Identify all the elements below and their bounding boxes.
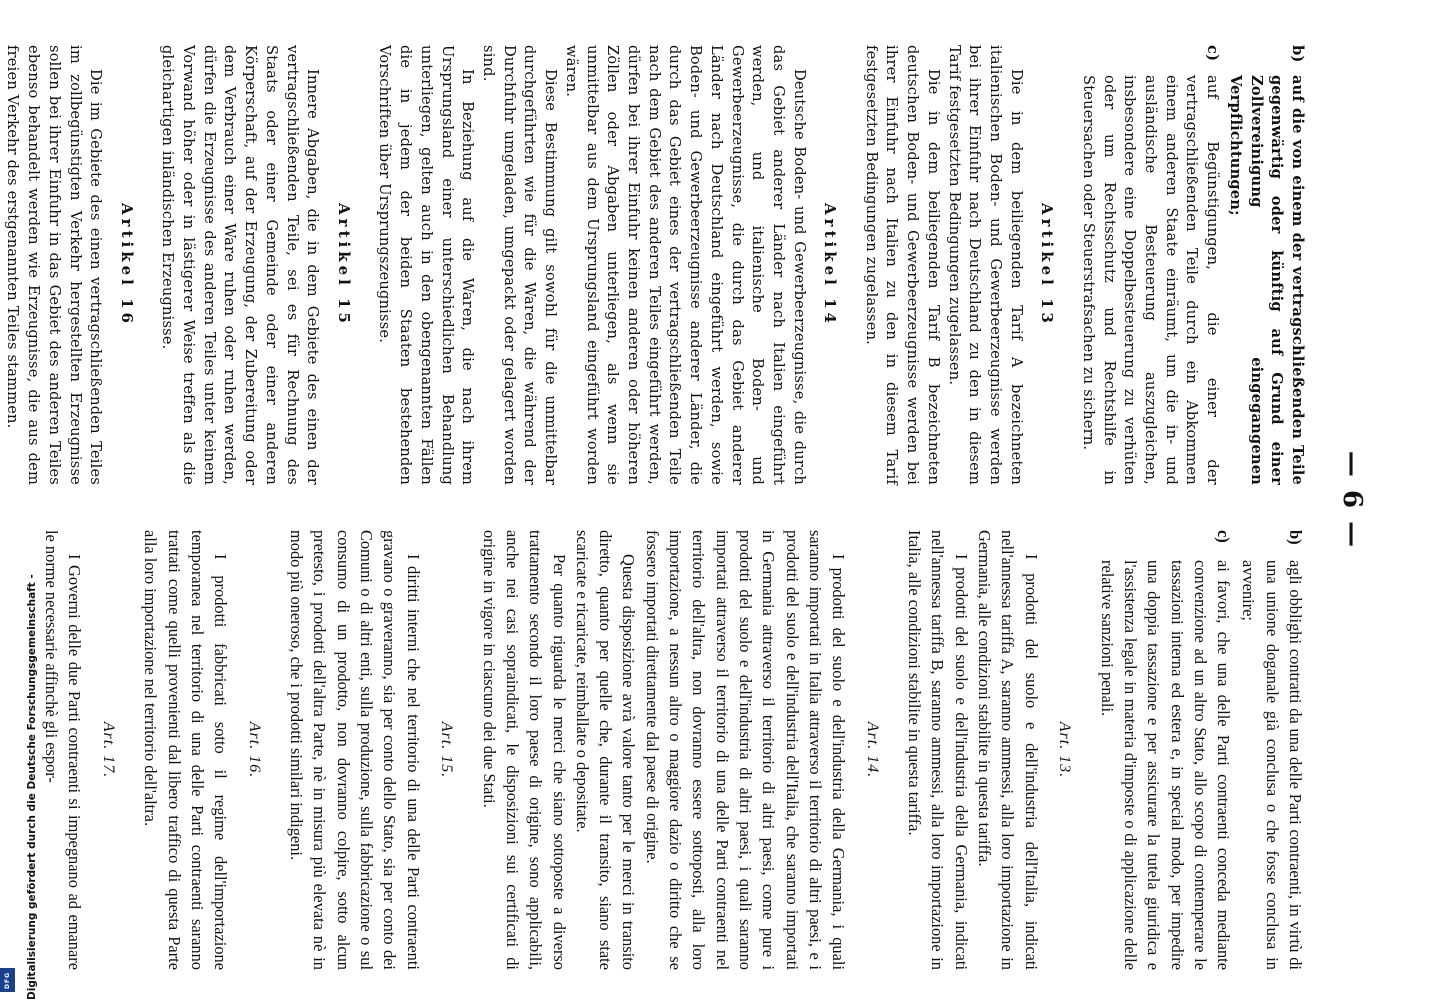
paragraph: I diritti interni che nel territorio di una delle Parti contraenti gravano o graveranno, sia per conto dello Stato, sia per conto dei Comuni o di altri enti, sulla produzione, sulla fabbricazione o sul consumo di un prodotto, non dovranno colpire, sotto alcun pretesto, i prodotti dell'altra Parte, nè in misura più elevata nè in modo più oneroso, che i prodotti similari indigeni. [287,530,423,970]
article-heading: Artikel 13 [1038,203,1057,327]
german-column [0,45,1307,485]
paragraph: Diese Bestimmung gilt sowohl für die unmittelbar durchgeführten wie für die Waren, die während der Durchfuhr umgeladen, umgepackt oder gelagert worden sind. [479,45,560,485]
italian-item-b [1237,530,1307,970]
paragraph: I prodotti fabbricati sotto il regime dell'importazione temporanea nel territorio di una delle Parti contraenti saranno trattati come quelli provenienti dal libero traffico di questa Parte alla loro importazione nel territorio dell'altra. [141,530,231,970]
article-heading: Artikel 16 [117,203,136,327]
italian-column [40,530,1307,970]
item-text: ai favori, che una delle Parti contraenti conceda mediante convenzione ad un altro Stato, allo scopo di contemperare le tassazioni interna ed estera e, in special modo, per impedire una doppia tassazione e per assicurare la tutela giuridica e l'assistenza legale in materia d'imposte o di applicazione delle relative sanzioni penali. [1097,560,1234,970]
italian-item-c [1095,530,1235,970]
article-heading: Art. 17. [99,721,117,779]
article-heading: Artikel 14 [821,203,840,327]
item-label: c) [1204,45,1222,62]
paragraph: Die in dem beiliegenden Tarif A bezeichneten italienischen Boden- und Gewerbeerzeugnisse werden bei ihrer Einfuhr nach Deutschland zu den in diesem Tarif festgesetzten Bedingungen zugelassen. [945,45,1025,485]
digitization-credit [2,574,38,1000]
paragraph: Die in dem beiliegenden Tarif B bezeichneten deutschen Boden- und Gewerbeerzeugnisse werden bei ihrer Einfuhr nach Italien zu den in diesem Tarif festgesetzten Bedingungen zugelassen. [862,45,942,485]
paragraph: In Beziehung auf die Waren, die nach ihrem Ursprungsland einer unterschiedlichen Behandlung unterliegen, gelten auch in den obengenannten Fällen die in jedem der beiden Staaten bestehenden Vorschriften über Ursprungszeugnisse. [376,45,477,485]
article-heading: Artikel 15 [334,203,353,327]
paragraph: I Governi delle due Parti contraenti si impegnano ad emanare le norme necessarie affinchè gli espor- [41,530,85,970]
item-text: auf Begünstigungen, die einer der vertragschließenden Teile durch ein Abkommen einem anderen Staate einräumt, um die in- und ausländische Besteuerung auszugleichen, insbesondere eine Doppelbesteuerung zu verhüten oder um Rechtsschutz und Rechtshilfe in Steuersachen oder Steuerstrafsachen zu sichern. [1079,75,1222,485]
paragraph: I prodotti del suolo e dell'industria della Germania, indicati nell'annessa tariffa B, saranno ammessi, alla loro importazione in Italia, alle condizioni stabilite in questa tariffa. [905,530,971,970]
item-label: c) [1214,530,1234,543]
german-item-b [1224,45,1307,485]
dfg-logo: DFG [0,968,15,992]
article-heading: Art. 15. [438,721,456,779]
item-label: b) [1286,530,1305,545]
paragraph: Innere Abgaben, die in dem Gebiete des einen der vertragschließenden Teile, sei es für Rechnung des Staats oder einer Gemeinde oder einer anderen Körperschaft, auf der Erzeugung, der Zubereitung oder dem Verbrauch einer Ware ruhen oder ruhen werden, dürfen die Erzeugnisse des anderen Teiles unter keinem Vorwand höher oder in lästigerer Weise treffen als die gleichartigen inländischen Erzeugnisse. [159,45,322,485]
item-text: agli obblighi contratti da una delle Parti contraenti, in virtù di una unione doganale già conclusa o che fosse conclusa in avvenire; [1239,560,1305,970]
paragraph: I prodotti del suolo e dell'industria della Germania, i quali saranno importati in Italia attraverso il territorio di altri paesi, e i prodotti del suolo e dell'industria dell'Italia, che saranno importati in Germania attraverso il territorio di altri paesi, come pure i prodotti del suolo e dell'industria di altri paesi, i quali saranno importati attraverso il territorio di una delle Parti contraenti nel territorio dell'altra, non dovranno essere sottoposti, alla loro importazione, a nessun altro o maggiore dazio o diritto che se fossero importati direttamente dal paese di origine. [642,530,849,970]
item-text: auf die von einem der vertragschließenden Teile gegenwärtig oder künftig auf Grund einer Zollvereinigung eingegangenen Verpflichtungen; [1226,75,1306,485]
item-label: b) [1289,45,1306,63]
article-heading: Art. 14. [863,721,881,779]
german-item-c [1077,45,1222,485]
article-heading: Art. 16. [245,721,263,779]
paragraph: I prodotti del suolo e dell'industria dell'Italia, indicati nell'annessa tariffa A, saranno ammessi, alla loro importazione in Germania, alle condizioni stabilite in questa tariffa. [975,530,1041,970]
paragraph: Deutsche Boden- und Gewerbeerzeugnisse, die durch das Gebiet anderer Länder nach Italien eingeführt werden, und italienische Boden- und Gewerbeerzeugnisse, die durch das Gebiet anderer Länder nach Deutschland eingeführt werden, sowie Boden- und Gewerbeerzeugnisse anderer Länder, die durch das Gebiet eines der vertragschließenden Teile nach dem Gebiet des anderen Teiles eingeführt werden, dürfen bei ihrer Einfuhr keinen anderen oder höheren Zöllen oder Abgaben unterliegen, als wenn sie unmittelbar aus dem Ursprungsland eingeführt worden wären. [562,45,808,485]
paragraph: Die im Gebiete des einen vertragschließenden Teiles im zollbegünstigten Verkehr hergestellten Erzeugnisse sollen bei ihrer Einfuhr in das Gebiet des anderen Teiles ebenso behandelt werden wie Erzeugnisse, die aus dem freien Verkehr des erstgenannten Teiles stammen. [4,45,105,485]
paragraph: Per quanto riguarda le merci che siano sottoposte a diverso trattamento secondo il loro paese di origine, sono applicabili, anche nei casi sopraindicati, le disposizioni sui certificati di origine in vigore in ciascuno dei due Stati. [479,530,569,970]
paragraph: Questa disposizione avrà valore tanto per le merci in transito diretto, quanto per quelle che, durante il transito, siano state scaricate e ricaricate, reimballate o depositate. [572,530,639,970]
page-number: — 6 — [1337,450,1367,550]
credit-text: Digitalisierung gefördert durch die Deutsche Forschungsgemeinschaft - [26,574,38,1000]
article-heading: Art. 13. [1056,721,1074,779]
